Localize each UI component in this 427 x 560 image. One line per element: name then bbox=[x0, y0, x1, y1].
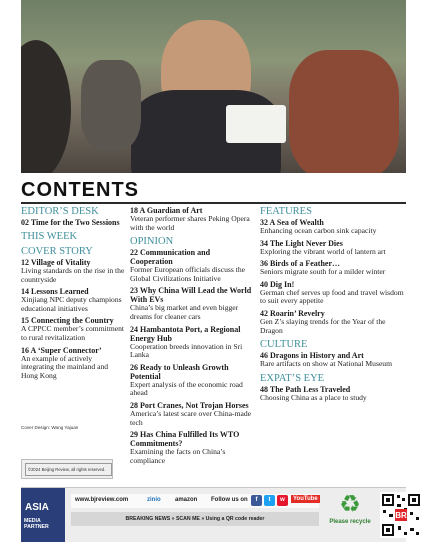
recycle-badge bbox=[324, 491, 376, 539]
toc-entry[interactable] bbox=[130, 401, 254, 427]
toc-entry[interactable] bbox=[260, 280, 407, 306]
amazon-link[interactable]: amazon bbox=[175, 497, 198, 503]
toc-entry-title: 02 Time for the Two Sessions bbox=[21, 218, 120, 227]
asia-logo: ASIA bbox=[25, 502, 49, 513]
contents-title: CONTENTS bbox=[21, 179, 139, 201]
toc-entry[interactable] bbox=[260, 351, 407, 369]
section-heading-features: FEATURES bbox=[260, 206, 312, 217]
section-heading-culture: CULTURE bbox=[260, 339, 308, 351]
toc-entry-title: 32 A Sea of Wealth bbox=[260, 218, 324, 227]
website-link[interactable]: www.bjreview.com bbox=[75, 497, 129, 503]
toc-entry-title: 46 Dragons in History and Art bbox=[260, 351, 364, 361]
title-rule bbox=[21, 202, 406, 204]
person-left-silhouette bbox=[21, 40, 71, 173]
toc-entry-title: 23 Why China Will Lead the World With EVs bbox=[130, 286, 252, 305]
youtube-icon[interactable]: YouTube bbox=[293, 496, 318, 502]
toc-entry-description: Enhancing ocean carbon sink capacity bbox=[260, 226, 377, 235]
toc-entry-title: 36 Birds of a Feather… bbox=[260, 259, 340, 269]
svg-text:BR: BR bbox=[395, 511, 407, 520]
section-heading-cover-story: COVER STORY bbox=[21, 246, 93, 257]
paper-document bbox=[226, 105, 286, 143]
toc-entry-title: 14 Lessons Learned bbox=[21, 287, 89, 297]
toc-entry-title: 28 Port Cranes, Not Trojan Horses bbox=[130, 400, 249, 410]
toc-entry-description: Exploring the vibrant world of lantern art bbox=[260, 246, 386, 256]
toc-entry-title: 42 Roarin’ Revelry bbox=[260, 308, 325, 318]
toc-entry-description: Gen Z’s slaying trends for the Year of the Dragon bbox=[260, 316, 386, 335]
toc-entry-description: Veteran performer shares Peking Opera with the world bbox=[130, 214, 250, 232]
cover-credit: Cover Design: Wang Yajuan bbox=[21, 425, 79, 430]
contents-column-3 bbox=[260, 206, 407, 402]
contents-column-1 bbox=[21, 206, 125, 380]
toc-entry[interactable] bbox=[130, 206, 254, 232]
breaking-news-bar: BREAKING NEWS » SCAN ME » Using a QR code reader bbox=[71, 512, 319, 526]
toc-entry-title: 40 Dig In! bbox=[260, 279, 295, 289]
toc-entry[interactable] bbox=[130, 430, 254, 465]
toc-entry[interactable] bbox=[21, 346, 125, 381]
toc-entry-description: Xinjiang NPC deputy champions educational initiatives bbox=[21, 295, 122, 313]
toc-entry-description: China’s big market and even bigger dreams for cleaner cars bbox=[130, 303, 239, 321]
weibo-icon[interactable]: w bbox=[277, 495, 288, 506]
toc-entry-description: Living standards on the rise in the countryside bbox=[21, 266, 125, 284]
toc-entry-title: 29 Has China Fulfilled Its WTO Commitments? bbox=[130, 430, 240, 449]
section-heading-editor-s-desk: EDITOR’S DESK bbox=[21, 206, 99, 217]
recycle-label: Please recycle bbox=[329, 519, 371, 525]
section-heading-this-week: THIS WEEK bbox=[21, 231, 78, 242]
toc-entry-title: 12 Village of Vitality bbox=[21, 258, 91, 267]
toc-entry[interactable] bbox=[260, 259, 407, 277]
toc-entry-description: An example of actively integrating the mainland and Hong Kong bbox=[21, 353, 109, 380]
toc-entry-description: Choosing China as a place to study bbox=[260, 392, 367, 402]
toc-entry[interactable] bbox=[130, 248, 254, 283]
contents-column-2 bbox=[130, 206, 254, 465]
toc-entry[interactable] bbox=[21, 258, 125, 284]
toc-entry[interactable] bbox=[130, 363, 254, 398]
follow-us-label: Follow us on bbox=[211, 497, 248, 503]
toc-entry[interactable] bbox=[260, 218, 407, 236]
toc-entry[interactable] bbox=[260, 309, 407, 335]
facebook-icon[interactable]: f bbox=[251, 495, 262, 506]
toc-entry-title: 15 Connecting the Country bbox=[21, 316, 114, 326]
footer-banner bbox=[21, 487, 406, 542]
toc-entry-description: America’s latest scare over China-made tech bbox=[130, 408, 252, 427]
person-right-silhouette bbox=[289, 50, 399, 173]
asia-media-partner bbox=[21, 488, 65, 542]
toc-entry-title: 26 Ready to Unleash Growth Potential bbox=[130, 362, 229, 381]
toc-entry-title: 22 Communication and Cooperation bbox=[130, 248, 211, 267]
qr-code[interactable] bbox=[380, 492, 422, 538]
toc-entry[interactable] bbox=[21, 218, 125, 227]
toc-entry-description: Seniors migrate south for a milder winter bbox=[260, 267, 386, 277]
toc-entry-description: Expert analysis of the economic road ahead bbox=[130, 379, 243, 398]
toc-entry[interactable] bbox=[130, 286, 254, 321]
toc-entry[interactable] bbox=[130, 325, 254, 360]
recycle-icon: ♻ bbox=[339, 491, 361, 518]
section-heading-opinion: OPINION bbox=[130, 236, 174, 248]
footer-links-bar bbox=[71, 494, 319, 508]
toc-entry[interactable] bbox=[260, 239, 407, 257]
toc-entry-description: A CPPCC member’s commitment to rural revitalization bbox=[21, 324, 125, 342]
person-background-silhouette bbox=[81, 60, 141, 150]
toc-entry-title: 48 The Path Less Traveled bbox=[260, 384, 351, 394]
toc-entry-description: Cooperation breeds innovation in Sri Lanka bbox=[130, 341, 243, 360]
toc-entry-description: Former European officials discuss the Global Civilizations Initiative bbox=[130, 265, 246, 283]
toc-entry-description: Rare artifacts on show at National Museum bbox=[260, 359, 393, 369]
section-heading-expat-s-eye: EXPAT’S EYE bbox=[260, 372, 325, 384]
toc-entry-title: 34 The Light Never Dies bbox=[260, 238, 343, 248]
media-partner-label: MEDIA PARTNER bbox=[24, 518, 49, 530]
toc-entry-title: 18 A Guardian of Art bbox=[130, 206, 203, 215]
copyright-box bbox=[21, 459, 113, 479]
toc-entry[interactable] bbox=[260, 385, 407, 403]
toc-entry[interactable] bbox=[21, 316, 125, 342]
toc-entry-title: 16 A ‘Super Connector’ bbox=[21, 345, 102, 355]
toc-entry-description: Examining the facts on China’s compliance bbox=[130, 447, 226, 465]
zinio-link[interactable]: zinio bbox=[147, 497, 161, 503]
toc-entry[interactable] bbox=[21, 287, 125, 313]
toc-entry-description: German chef serves up food and travel wisdom to suit every appetite bbox=[260, 287, 404, 306]
copyright-text: ©2024 Beijing Review, all rights reserved. bbox=[25, 463, 112, 476]
cover-photo bbox=[21, 0, 406, 173]
toc-entry-title: 24 Hambantota Port, a Regional Energy Hub bbox=[130, 324, 241, 343]
twitter-icon[interactable]: t bbox=[264, 495, 275, 506]
